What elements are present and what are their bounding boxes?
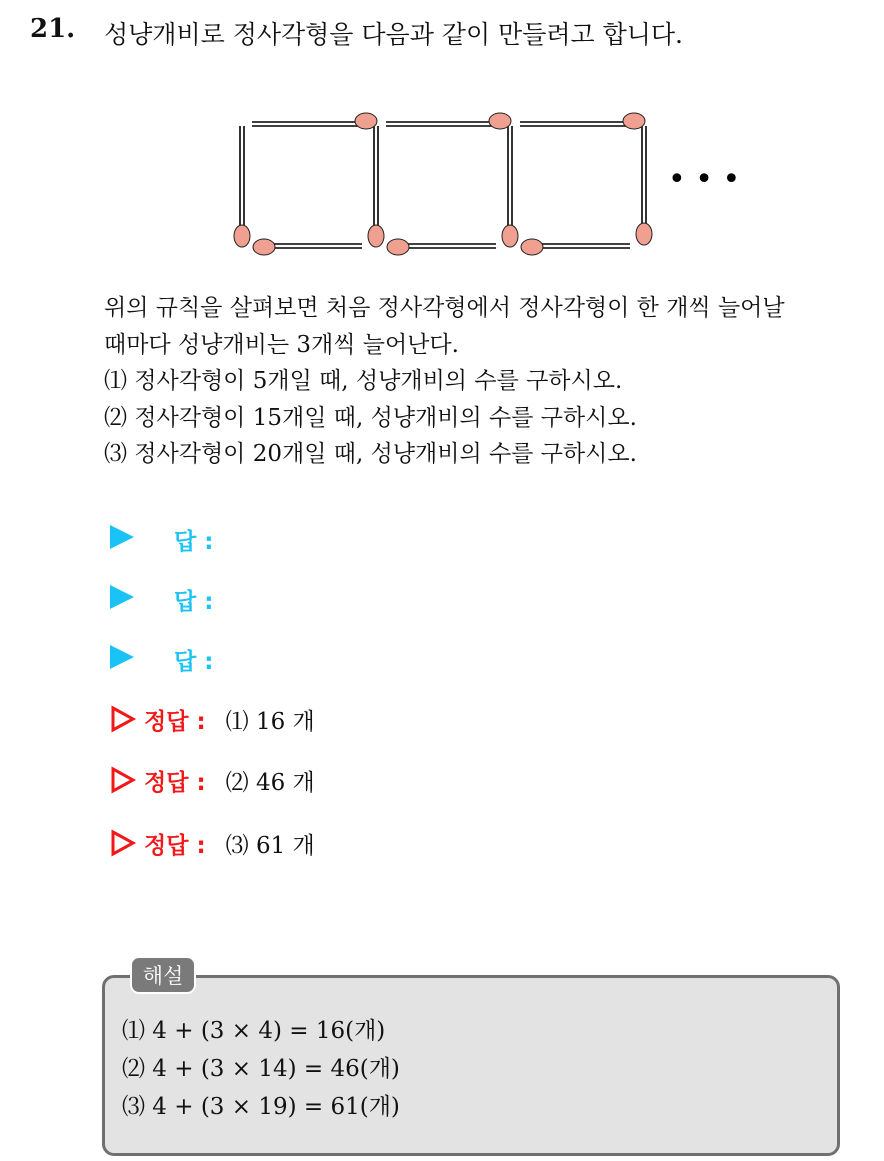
- answer-label: 답 :: [174, 649, 214, 675]
- explanation-line: ⑴ 4 + (3 × 4) = 16(개): [122, 1018, 386, 1044]
- match-head: [387, 239, 409, 255]
- answer-row-3: [110, 641, 214, 675]
- match-head: [521, 239, 543, 255]
- answer-label: 답 :: [174, 589, 214, 615]
- match-head: [368, 225, 384, 247]
- match-head: [623, 113, 645, 129]
- outline-triangle-icon: [110, 767, 136, 793]
- play-triangle-icon: [110, 525, 134, 549]
- match-head: [489, 113, 511, 129]
- matchsticks: [240, 122, 646, 248]
- solution-value: ⑵ 46 개: [225, 769, 315, 796]
- sub-question-1: ⑴ 정사각형이 5개일 때, 성냥개비의 수를 구하시오.: [104, 368, 623, 394]
- match-head: [253, 239, 275, 255]
- play-triangle-icon: [110, 645, 134, 669]
- problem-body: [104, 290, 785, 473]
- match-head: [502, 225, 518, 247]
- explanation-line: ⑵ 4 + (3 × 14) = 46(개): [122, 1056, 400, 1082]
- match-head: [355, 113, 377, 129]
- explanation-title: 해설: [130, 956, 196, 994]
- play-triangle-icon: [110, 585, 134, 609]
- sub-question-2: ⑵ 정사각형이 15개일 때, 성냥개비의 수를 구하시오.: [104, 404, 637, 431]
- match-heads: [234, 113, 652, 255]
- answer-row-2: [110, 581, 214, 615]
- outline-triangle-icon: [110, 830, 136, 856]
- ellipsis: • • •: [668, 162, 741, 197]
- matchstick-figure: [226, 104, 741, 264]
- question-number: 21.: [30, 14, 76, 44]
- explanation-line: ⑶ 4 + (3 × 19) = 61(개): [122, 1094, 400, 1120]
- solution-row-1: [110, 703, 315, 735]
- solution-value: ⑶ 61 개: [225, 832, 315, 859]
- solution-label: 정답 :: [144, 832, 206, 859]
- body-line: 때마다 성냥개비는 3개씩 늘어난다.: [104, 331, 459, 358]
- explanation-lines: [122, 1012, 400, 1126]
- solution-label: 정답 :: [144, 708, 206, 735]
- body-line: 위의 규칙을 살펴보면 처음 정사각형에서 정사각형이 한 개씩 늘어날: [104, 295, 785, 321]
- solution-row-3: [110, 827, 315, 859]
- solution-value: ⑴ 16 개: [225, 708, 315, 735]
- solution-row-2: [110, 764, 315, 796]
- solution-label: 정답 :: [144, 769, 206, 796]
- outline-triangle-icon: [110, 706, 136, 732]
- match-head: [234, 225, 250, 247]
- answer-label: 답 :: [174, 529, 214, 555]
- question-text: 성냥개비로 정사각형을 다음과 같이 만들려고 합니다.: [104, 20, 683, 49]
- match-head: [636, 223, 652, 245]
- answer-row-1: [110, 521, 214, 555]
- sub-question-3: ⑶ 정사각형이 20개일 때, 성냥개비의 수를 구하시오.: [104, 441, 637, 467]
